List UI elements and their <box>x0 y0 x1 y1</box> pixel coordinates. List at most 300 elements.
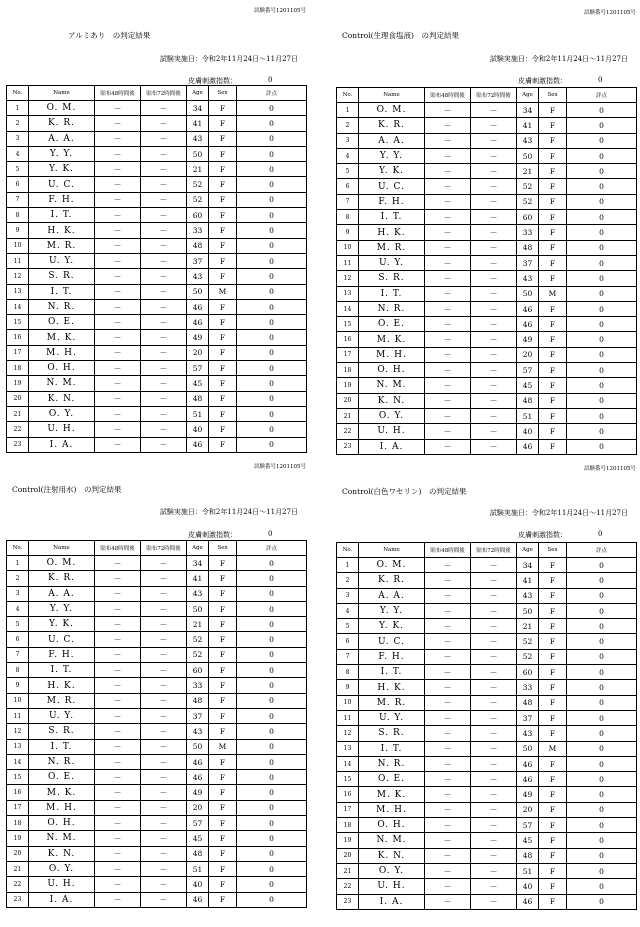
cell-sex: F <box>209 770 237 785</box>
cell-name: I. T. <box>29 739 95 754</box>
cell-age: 57 <box>187 361 209 376</box>
cell-sex: F <box>209 724 237 739</box>
table-row <box>337 772 637 787</box>
cell-sex: M <box>209 739 237 754</box>
cell-after-72h: － <box>141 617 187 632</box>
cell-age: 43 <box>517 726 539 741</box>
table-row <box>7 330 307 345</box>
cell-after-72h: － <box>141 299 187 314</box>
cell-no: 6 <box>337 634 359 649</box>
cell-after-48h: － <box>95 632 141 647</box>
cell-no: 5 <box>7 617 29 632</box>
cell-after-48h: － <box>425 603 471 618</box>
table-row <box>337 558 637 573</box>
cell-no: 11 <box>7 253 29 268</box>
cell-age: 20 <box>517 802 539 817</box>
cell-after-72h: － <box>471 695 517 710</box>
table-row <box>7 376 307 391</box>
cell-sex: F <box>209 146 237 161</box>
cell-no: 18 <box>337 818 359 833</box>
test-date: 試験実施日：令和2年11月24日～11月27日 <box>489 509 628 517</box>
cell-no: 3 <box>337 133 359 148</box>
cell-name: A. A. <box>29 586 95 601</box>
cell-no: 17 <box>337 347 359 362</box>
cell-sex: F <box>209 632 237 647</box>
cell-score: 0 <box>237 422 307 437</box>
cell-after-48h: － <box>95 223 141 238</box>
cell-name: O. H. <box>359 363 425 378</box>
cell-no: 23 <box>337 439 359 454</box>
cell-no: 22 <box>7 877 29 892</box>
cell-age: 52 <box>187 632 209 647</box>
cell-sex: F <box>209 253 237 268</box>
cell-after-72h: － <box>471 194 517 209</box>
cell-name: I. A. <box>359 439 425 454</box>
cell-after-48h: － <box>425 240 471 255</box>
cell-age: 46 <box>187 754 209 769</box>
cell-age: 34 <box>187 556 209 571</box>
cell-name: A. A. <box>29 131 95 146</box>
results-table <box>336 542 637 910</box>
cell-sex: F <box>539 558 567 573</box>
cell-age: 50 <box>187 146 209 161</box>
cell-after-48h: － <box>95 816 141 831</box>
cell-score: 0 <box>567 848 637 863</box>
results-panel-aluminum <box>6 4 306 449</box>
cell-name: U. C. <box>359 634 425 649</box>
table-row <box>7 877 307 892</box>
cell-age: 46 <box>517 439 539 454</box>
cell-no: 7 <box>7 647 29 662</box>
table-row <box>337 603 637 618</box>
cell-name: Y. K. <box>359 164 425 179</box>
cell-after-72h: － <box>141 556 187 571</box>
cell-no: 12 <box>337 271 359 286</box>
cell-score: 0 <box>567 710 637 725</box>
cell-score: 0 <box>567 225 637 240</box>
cell-score: 0 <box>237 617 307 632</box>
cell-after-48h: － <box>95 391 141 406</box>
cell-score: 0 <box>237 816 307 831</box>
column-header-name: Name <box>359 88 425 103</box>
cell-no: 4 <box>337 603 359 618</box>
cell-score: 0 <box>237 162 307 177</box>
cell-after-48h: － <box>425 347 471 362</box>
cell-no: 2 <box>7 116 29 131</box>
cell-age: 41 <box>187 571 209 586</box>
cell-sex: F <box>539 347 567 362</box>
cell-name: M. K. <box>29 785 95 800</box>
cell-name: U. H. <box>29 422 95 437</box>
cell-after-48h: － <box>425 726 471 741</box>
column-header-after-48h: 貼布48時間後 <box>425 88 471 103</box>
cell-sex: F <box>209 116 237 131</box>
cell-no: 16 <box>7 785 29 800</box>
cell-after-48h: － <box>425 103 471 118</box>
cell-score: 0 <box>567 634 637 649</box>
cell-sex: F <box>209 693 237 708</box>
table-row <box>7 269 307 284</box>
test-date: 試験実施日：令和2年11月24日～11月27日 <box>489 55 628 63</box>
table-row <box>7 223 307 238</box>
cell-after-48h: － <box>95 376 141 391</box>
cell-sex: F <box>539 164 567 179</box>
cell-after-48h: － <box>95 437 141 452</box>
cell-after-48h: － <box>95 586 141 601</box>
cell-score: 0 <box>237 785 307 800</box>
cell-after-48h: － <box>425 772 471 787</box>
cell-score: 0 <box>567 894 637 909</box>
cell-age: 50 <box>517 286 539 301</box>
cell-after-48h: － <box>95 422 141 437</box>
cell-after-72h: － <box>471 271 517 286</box>
cell-after-48h: － <box>425 164 471 179</box>
cell-after-48h: － <box>425 424 471 439</box>
cell-age: 43 <box>517 588 539 603</box>
cell-age: 46 <box>187 892 209 907</box>
column-header-name: Name <box>29 541 95 556</box>
cell-name: H. K. <box>29 223 95 238</box>
cell-no: 19 <box>337 833 359 848</box>
table-row <box>7 253 307 268</box>
cell-score: 0 <box>237 361 307 376</box>
cell-sex: F <box>209 861 237 876</box>
cell-age: 20 <box>187 345 209 360</box>
cell-age: 21 <box>517 619 539 634</box>
cell-after-48h: － <box>425 558 471 573</box>
cell-age: 43 <box>187 586 209 601</box>
cell-score: 0 <box>237 770 307 785</box>
cell-after-48h: － <box>95 208 141 223</box>
cell-name: M. H. <box>29 800 95 815</box>
table-row <box>337 634 637 649</box>
cell-name: O. E. <box>359 772 425 787</box>
cell-after-72h: － <box>141 785 187 800</box>
cell-name: K. R. <box>359 118 425 133</box>
cell-name: Y. Y. <box>359 603 425 618</box>
cell-sex: F <box>539 103 567 118</box>
cell-sex: F <box>539 833 567 848</box>
cell-score: 0 <box>567 756 637 771</box>
table-row <box>337 332 637 347</box>
cell-age: 48 <box>517 240 539 255</box>
cell-sex: F <box>209 663 237 678</box>
table-row <box>337 133 637 148</box>
cell-sex: F <box>539 680 567 695</box>
cell-after-72h: － <box>141 345 187 360</box>
cell-age: 46 <box>517 317 539 332</box>
cell-no: 22 <box>337 424 359 439</box>
cell-score: 0 <box>237 223 307 238</box>
test-number: 試験番号1201105号 <box>254 8 306 14</box>
cell-after-48h: － <box>425 363 471 378</box>
cell-score: 0 <box>237 253 307 268</box>
cell-age: 60 <box>517 665 539 680</box>
cell-age: 37 <box>187 253 209 268</box>
table-row <box>337 103 637 118</box>
cell-age: 41 <box>517 118 539 133</box>
cell-sex: F <box>209 816 237 831</box>
cell-after-48h: － <box>95 284 141 299</box>
cell-age: 50 <box>517 148 539 163</box>
cell-no: 11 <box>7 708 29 723</box>
cell-sex: F <box>539 603 567 618</box>
cell-no: 1 <box>7 101 29 116</box>
cell-no: 23 <box>337 894 359 909</box>
table-row <box>337 680 637 695</box>
cell-sex: F <box>539 148 567 163</box>
cell-age: 48 <box>187 693 209 708</box>
cell-no: 3 <box>7 131 29 146</box>
cell-after-48h: － <box>95 663 141 678</box>
cell-age: 50 <box>187 284 209 299</box>
table-header-row <box>337 543 637 558</box>
cell-name: S. R. <box>359 271 425 286</box>
cell-after-72h: － <box>141 586 187 601</box>
cell-age: 45 <box>187 376 209 391</box>
irritation-index-value: 0 <box>268 76 273 84</box>
cell-after-72h: － <box>471 118 517 133</box>
cell-no: 14 <box>7 754 29 769</box>
cell-sex: F <box>539 424 567 439</box>
cell-name: O. Y. <box>359 408 425 423</box>
column-header-no: No. <box>337 88 359 103</box>
cell-no: 9 <box>7 223 29 238</box>
table-row <box>7 284 307 299</box>
cell-age: 46 <box>187 299 209 314</box>
cell-after-48h: － <box>425 225 471 240</box>
cell-age: 33 <box>517 680 539 695</box>
cell-after-48h: － <box>95 146 141 161</box>
cell-score: 0 <box>237 877 307 892</box>
column-header-sex: Sex <box>539 543 567 558</box>
cell-age: 57 <box>517 818 539 833</box>
cell-no: 12 <box>7 269 29 284</box>
cell-sex: F <box>209 192 237 207</box>
cell-after-72h: － <box>471 665 517 680</box>
cell-age: 34 <box>517 558 539 573</box>
cell-score: 0 <box>237 556 307 571</box>
cell-after-48h: － <box>425 317 471 332</box>
cell-name: M. K. <box>359 787 425 802</box>
table-row <box>337 649 637 664</box>
cell-score: 0 <box>237 391 307 406</box>
cell-after-72h: － <box>471 393 517 408</box>
table-row <box>7 315 307 330</box>
cell-after-72h: － <box>141 437 187 452</box>
cell-age: 21 <box>517 164 539 179</box>
cell-name: O. M. <box>29 556 95 571</box>
table-row <box>7 556 307 571</box>
cell-name: F. H. <box>359 194 425 209</box>
cell-no: 14 <box>337 756 359 771</box>
cell-name: Y. Y. <box>29 601 95 616</box>
cell-name: N. R. <box>359 756 425 771</box>
column-header-name: Name <box>359 543 425 558</box>
cell-age: 46 <box>517 301 539 316</box>
test-date: 試験実施日：令和2年11月24日～11月27日 <box>159 55 298 63</box>
cell-after-72h: － <box>141 770 187 785</box>
cell-after-48h: － <box>95 315 141 330</box>
cell-name: K. N. <box>29 391 95 406</box>
cell-no: 23 <box>7 892 29 907</box>
cell-after-72h: － <box>141 861 187 876</box>
table-row <box>337 240 637 255</box>
cell-sex: F <box>209 892 237 907</box>
table-row <box>337 741 637 756</box>
cell-after-48h: － <box>95 162 141 177</box>
cell-no: 5 <box>7 162 29 177</box>
cell-after-48h: － <box>425 634 471 649</box>
cell-sex: F <box>539 408 567 423</box>
cell-no: 18 <box>7 361 29 376</box>
cell-age: 20 <box>187 800 209 815</box>
results-panel-water-control <box>6 461 306 921</box>
cell-score: 0 <box>237 437 307 452</box>
test-number: 試験番号1201105号 <box>584 466 636 472</box>
table-row <box>7 724 307 739</box>
cell-after-72h: － <box>141 693 187 708</box>
table-row <box>7 238 307 253</box>
cell-name: M. R. <box>359 240 425 255</box>
column-header-age: Age <box>187 541 209 556</box>
table-row <box>7 406 307 421</box>
cell-sex: F <box>209 846 237 861</box>
cell-after-72h: － <box>141 284 187 299</box>
cell-sex: F <box>539 772 567 787</box>
cell-score: 0 <box>567 726 637 741</box>
cell-name: N. M. <box>29 376 95 391</box>
cell-no: 20 <box>337 393 359 408</box>
cell-after-48h: － <box>95 601 141 616</box>
cell-after-72h: － <box>471 378 517 393</box>
table-row <box>7 617 307 632</box>
cell-score: 0 <box>237 892 307 907</box>
cell-no: 20 <box>7 846 29 861</box>
cell-no: 14 <box>337 301 359 316</box>
cell-no: 8 <box>337 210 359 225</box>
cell-after-72h: － <box>471 133 517 148</box>
cell-score: 0 <box>567 332 637 347</box>
cell-no: 6 <box>7 632 29 647</box>
cell-age: 52 <box>517 634 539 649</box>
cell-score: 0 <box>567 695 637 710</box>
cell-no: 12 <box>7 724 29 739</box>
cell-sex: F <box>539 439 567 454</box>
cell-sex: F <box>539 378 567 393</box>
cell-after-72h: － <box>471 680 517 695</box>
cell-name: S. R. <box>359 726 425 741</box>
column-header-after-48h: 貼布48時間後 <box>95 541 141 556</box>
cell-after-48h: － <box>95 361 141 376</box>
cell-after-48h: － <box>425 894 471 909</box>
cell-after-72h: － <box>141 422 187 437</box>
table-row <box>337 818 637 833</box>
cell-age: 52 <box>517 179 539 194</box>
cell-no: 10 <box>337 240 359 255</box>
table-header-row <box>337 88 637 103</box>
cell-age: 49 <box>517 332 539 347</box>
cell-after-48h: － <box>95 299 141 314</box>
cell-name: N. M. <box>359 378 425 393</box>
cell-no: 14 <box>7 299 29 314</box>
results-table <box>6 540 307 908</box>
cell-after-72h: － <box>471 148 517 163</box>
cell-name: U. Y. <box>29 253 95 268</box>
cell-age: 50 <box>187 601 209 616</box>
cell-name: K. R. <box>29 571 95 586</box>
column-header-no: No. <box>337 543 359 558</box>
table-row <box>337 225 637 240</box>
cell-sex: F <box>209 647 237 662</box>
cell-no: 18 <box>7 816 29 831</box>
cell-age: 46 <box>187 315 209 330</box>
table-row <box>337 424 637 439</box>
cell-sex: F <box>539 848 567 863</box>
cell-sex: F <box>209 162 237 177</box>
cell-after-72h: － <box>471 439 517 454</box>
cell-sex: F <box>539 710 567 725</box>
cell-name: M. K. <box>29 330 95 345</box>
cell-score: 0 <box>567 833 637 848</box>
cell-after-72h: － <box>141 601 187 616</box>
cell-name: K. N. <box>359 848 425 863</box>
table-row <box>7 663 307 678</box>
cell-after-48h: － <box>425 710 471 725</box>
cell-sex: F <box>539 588 567 603</box>
cell-after-72h: － <box>471 179 517 194</box>
table-row <box>337 148 637 163</box>
cell-age: 60 <box>517 210 539 225</box>
cell-after-48h: － <box>425 649 471 664</box>
cell-age: 43 <box>517 133 539 148</box>
cell-after-72h: － <box>471 363 517 378</box>
cell-after-72h: － <box>471 726 517 741</box>
table-row <box>7 345 307 360</box>
cell-after-48h: － <box>425 194 471 209</box>
cell-name: U. H. <box>359 879 425 894</box>
cell-after-72h: － <box>141 376 187 391</box>
cell-sex: F <box>209 601 237 616</box>
cell-score: 0 <box>237 101 307 116</box>
table-row <box>7 422 307 437</box>
cell-score: 0 <box>567 879 637 894</box>
cell-name: O. H. <box>29 816 95 831</box>
cell-age: 48 <box>187 846 209 861</box>
table-row <box>7 708 307 723</box>
cell-after-72h: － <box>141 739 187 754</box>
cell-after-72h: － <box>141 146 187 161</box>
cell-name: O. E. <box>359 317 425 332</box>
cell-after-72h: － <box>471 210 517 225</box>
column-header-after-72h: 貼布72時間後 <box>141 86 187 101</box>
cell-after-48h: － <box>425 756 471 771</box>
column-header-age: Age <box>187 86 209 101</box>
cell-name: M. K. <box>359 332 425 347</box>
cell-age: 57 <box>517 363 539 378</box>
table-row <box>7 892 307 907</box>
cell-name: Y. K. <box>29 617 95 632</box>
table-row <box>337 710 637 725</box>
cell-no: 15 <box>337 317 359 332</box>
cell-after-48h: － <box>95 101 141 116</box>
cell-age: 48 <box>187 391 209 406</box>
table-row <box>7 116 307 131</box>
cell-age: 37 <box>517 710 539 725</box>
table-row <box>337 802 637 817</box>
cell-sex: F <box>209 586 237 601</box>
cell-score: 0 <box>567 378 637 393</box>
